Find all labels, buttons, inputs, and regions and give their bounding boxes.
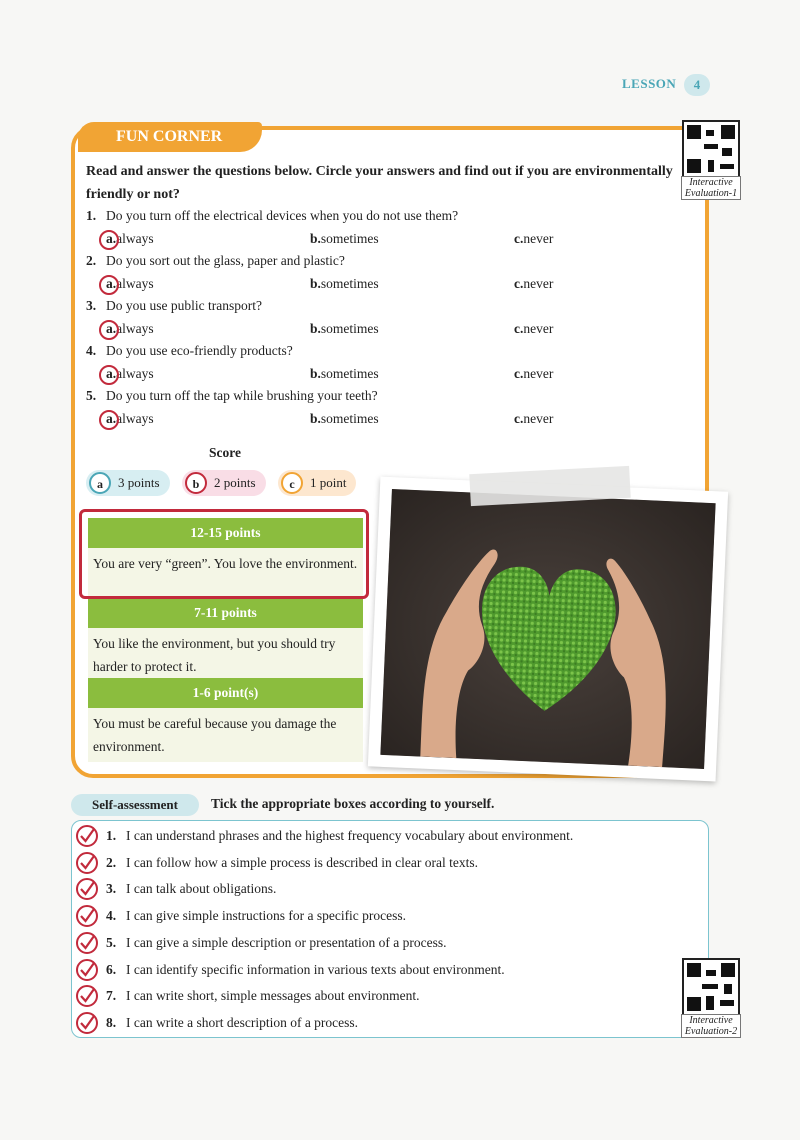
score-pill-c [278,470,356,496]
answer-option-2-b[interactable] [310,276,379,292]
qr-code-2[interactable] [682,958,740,1016]
score-badge: b [185,472,207,494]
score-badge: c [281,472,303,494]
question-5 [86,388,378,404]
item-text: I can identify specific information in various texts about environment. [126,961,505,977]
item-number: 3. [106,881,117,897]
checkmark-circle-icon[interactable] [76,959,98,981]
checkmark-circle-icon[interactable] [76,932,98,954]
item-text: I can talk about obligations. [126,881,277,897]
result-description-2: You like the environment, but you should try harder to protect it. [88,628,363,682]
score-pill-a [86,470,170,496]
option-letter: c. [514,321,524,336]
answer-circle [99,230,119,250]
option-text: always [116,411,154,426]
result-heading-3: 1-6 point(s) [88,678,363,708]
item-text: I can understand phrases and the highest frequency vocabulary about environment. [126,828,574,843]
item-number: 4. [106,908,117,924]
result-description-3: You must be careful because you damage the environment. [88,708,363,762]
item-number: 5. [106,934,117,950]
question-text: Do you sort out the glass, paper and plastic? [106,253,345,268]
option-letter: c. [514,231,524,246]
item-text: I can follow how a simple process is described in clear oral texts. [126,854,479,870]
option-letter: a. [106,276,117,291]
option-letter: c. [514,276,524,291]
result-description-1: You are very “green”. You love the environment. [88,548,363,602]
option-text: never [523,366,554,381]
photo-heart-moss [368,477,728,782]
instructions: Read and answer the questions below. Circle your answers and find out if you are environmentally friendly or not? [86,164,673,202]
item-text: I can write short, simple messages about environment. [126,988,420,1004]
item-number: 7. [106,988,117,1004]
option-text: never [523,231,554,246]
question-text: Do you use public transport? [106,298,262,313]
option-letter: b. [310,411,321,426]
answer-option-4-b[interactable] [310,366,379,382]
option-letter: a. [106,411,117,426]
option-text: sometimes [320,231,379,246]
answer-option-5-b[interactable] [310,411,379,427]
lesson-label: LESSON [622,76,677,91]
question-text: Do you use eco-friendly products? [106,343,293,358]
option-text: never [523,276,554,291]
item-text: I can give a simple description or presentation of a process. [126,934,447,950]
option-text: sometimes [320,321,379,336]
item-text: I can write a short description of a process. [126,1014,359,1030]
option-letter: a. [106,366,117,381]
item-text: I can give simple instructions for a specific process. [126,908,407,924]
score-badge: a [89,472,111,494]
option-letter: a. [106,321,117,336]
item-number: 6. [106,961,117,977]
question-3 [86,298,262,314]
option-text: never [523,321,554,336]
score-points: 1 point [310,475,347,490]
result-heading-2: 7-11 points [88,598,363,628]
option-text: always [116,321,154,336]
option-text: always [116,231,154,246]
heart-hands-illustration [380,489,715,769]
lesson-number: 4 [684,74,710,96]
option-text: always [116,276,154,291]
item-number: 8. [106,1014,117,1030]
option-letter: c. [514,366,524,381]
answer-option-3-b[interactable] [310,321,379,337]
option-letter: a. [106,231,117,246]
qr-code-1[interactable] [682,120,740,178]
answer-option-4-c[interactable] [514,366,553,382]
answer-circle [99,365,119,385]
checkmark-circle-icon[interactable] [76,825,98,847]
answer-circle [99,320,119,340]
question-number: 4. [86,343,97,358]
self-assessment-label: Self-assessment [71,794,199,816]
score-points: 3 points [118,475,160,490]
item-number: 1. [106,828,117,843]
score-label: Score [209,445,241,460]
item-number: 2. [106,854,117,870]
question-1 [86,208,458,224]
question-2 [86,253,345,269]
option-text: sometimes [320,366,379,381]
checkmark-circle-icon[interactable] [76,1012,98,1034]
answer-option-3-c[interactable] [514,321,553,337]
qr-caption-1: Interactive Evaluation-1 [681,176,741,200]
fun-corner-title: FUN CORNER [78,122,262,152]
question-4 [86,343,293,359]
option-text: sometimes [320,411,379,426]
self-assessment-instruction: Tick the appropriate boxes according to yourself. [211,796,495,811]
question-text: Do you turn off the tap while brushing your teeth? [106,388,378,403]
option-letter: b. [310,276,321,291]
answer-circle [99,275,119,295]
checkmark-circle-icon[interactable] [76,878,98,900]
result-heading-1: 12-15 points [88,518,363,548]
option-letter: b. [310,366,321,381]
question-number: 5. [86,388,97,403]
answer-option-2-c[interactable] [514,276,553,292]
checkmark-circle-icon[interactable] [76,985,98,1007]
checkmark-circle-icon[interactable] [76,905,98,927]
option-text: always [116,366,154,381]
question-number: 1. [86,208,97,223]
question-text: Do you turn off the electrical devices when you do not use them? [106,208,459,223]
answer-option-1-b[interactable] [310,231,379,247]
question-number: 3. [86,298,97,313]
answer-option-5-c[interactable] [514,411,553,427]
score-points: 2 points [214,475,256,490]
option-text: sometimes [320,276,379,291]
answer-option-1-c[interactable] [514,231,553,247]
answer-circle [99,410,119,430]
option-letter: b. [310,231,321,246]
option-text: never [523,411,554,426]
option-letter: c. [514,411,524,426]
qr-caption-2: Interactive Evaluation-2 [681,1014,741,1038]
selected-result-highlight [79,509,369,599]
checkmark-circle-icon[interactable] [76,852,98,874]
question-number: 2. [86,253,97,268]
option-letter: b. [310,321,321,336]
score-pill-b [182,470,266,496]
